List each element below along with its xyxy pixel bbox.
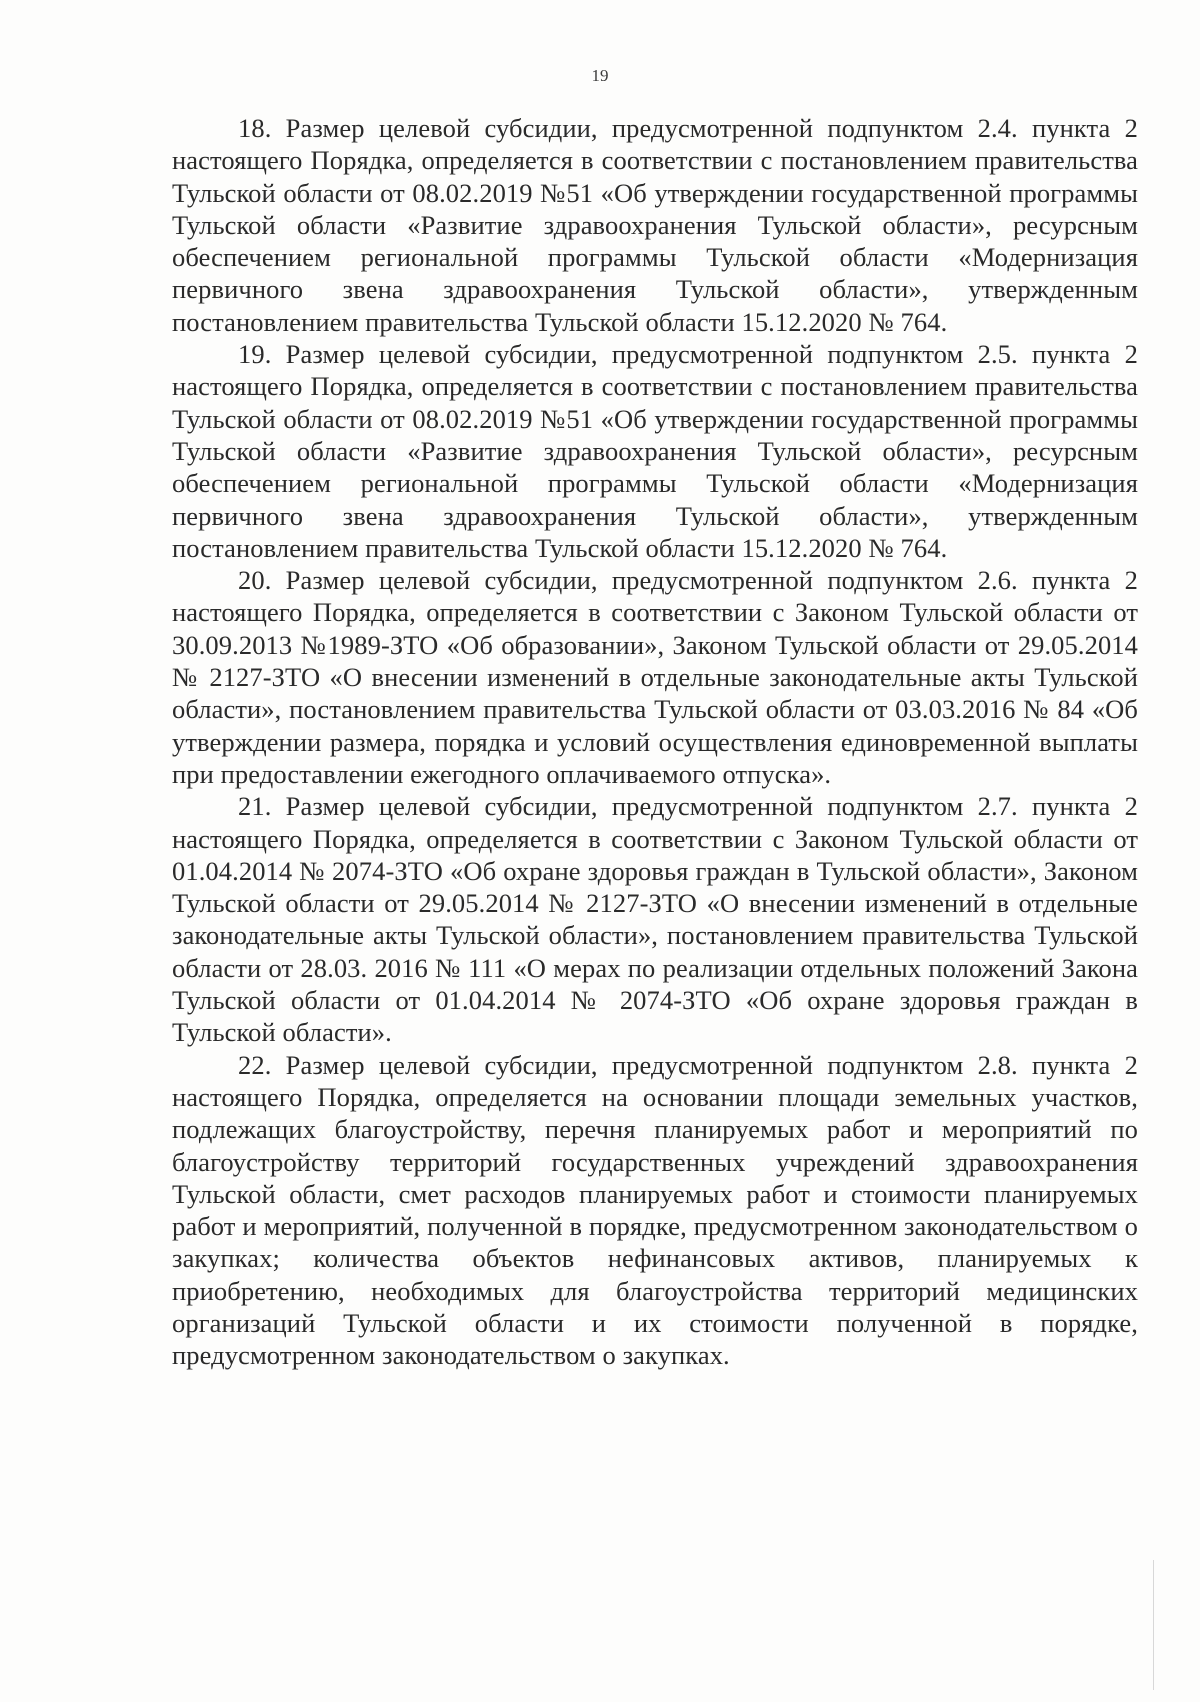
paragraph-22: 22. Размер целевой субсидии, предусмотренной подпунктом 2.8. пункта 2 настоящего Порядка, определяется на основании площади земельных участков, подлежащих благоустройству, перечня планируемых работ и мероприятий по благоустройству территорий государственных учреждений здравоохранения Тульской области, смет расходов планируемых работ и стоимости планируемых работ и мероприятий, полученной в порядке, предусмотренном законодательством о закупках; количества объектов нефинансовых активов, планируемых к приобретению, необходимых для благоустройства территорий медицинских организаций Тульской области и их стоимости полученной в порядке, предусмотренном законодательством о закупках. [172, 1049, 1138, 1371]
page-number: 19 [591, 66, 609, 85]
document-body [172, 112, 1138, 1372]
scan-artifact-line [1153, 1560, 1154, 1690]
paragraph-21: 21. Размер целевой субсидии, предусмотренной подпунктом 2.7. пункта 2 настоящего Порядка, определяется в соответствии с Законом Тульской области от 01.04.2014 № 2074-ЗТО «Об охране здоровья граждан в Тульской области», Законом Тульской области от 29.05.2014 № 2127-ЗТО «О внесении изменений в отдельные законодательные акты Тульской области», постановлением правительства Тульской области от 28.03. 2016 № 111 «О мерах по реализации отдельных положений Закона Тульской области от 01.04.2014 № 2074-ЗТО «Об охране здоровья граждан в Тульской области». [172, 791, 1138, 1048]
paragraph-20: 20. Размер целевой субсидии, предусмотренной подпунктом 2.6. пункта 2 настоящего Порядка, определяется в соответствии с Законом Тульской области от 30.09.2013 №1989-ЗТО «Об образовании», Законом Тульской области от 29.05.2014 № 2127-ЗТО «О внесении изменений в отдельные законодательные акты Тульской области», постановлением правительства Тульской области от 03.03.2016 № 84 «Об утверждении размера, порядка и условий осуществления единовременной выплаты при предоставлении ежегодного оплачиваемого отпуска». [172, 565, 1138, 789]
paragraph-18: 18. Размер целевой субсидии, предусмотренной подпунктом 2.4. пункта 2 настоящего Порядка, определяется в соответствии с постановлением правительства Тульской области от 08.02.2019 №51 «Об утверждении государственной программы Тульской области «Развитие здравоохранения Тульской области», ресурсным обеспечением региональной программы Тульской области «Модернизация первичного звена здравоохранения Тульской области», утвержденным постановлением правительства Тульской области 15.12.2020 № 764. [172, 113, 1138, 337]
paragraph-19: 19. Размер целевой субсидии, предусмотренной подпунктом 2.5. пункта 2 настоящего Порядка, определяется в соответствии с постановлением правительства Тульской области от 08.02.2019 №51 «Об утверждении государственной программы Тульской области «Развитие здравоохранения Тульской области», ресурсным обеспечением региональной программы Тульской области «Модернизация первичного звена здравоохранения Тульской области», утвержденным постановлением правительства Тульской области 15.12.2020 № 764. [172, 339, 1138, 563]
